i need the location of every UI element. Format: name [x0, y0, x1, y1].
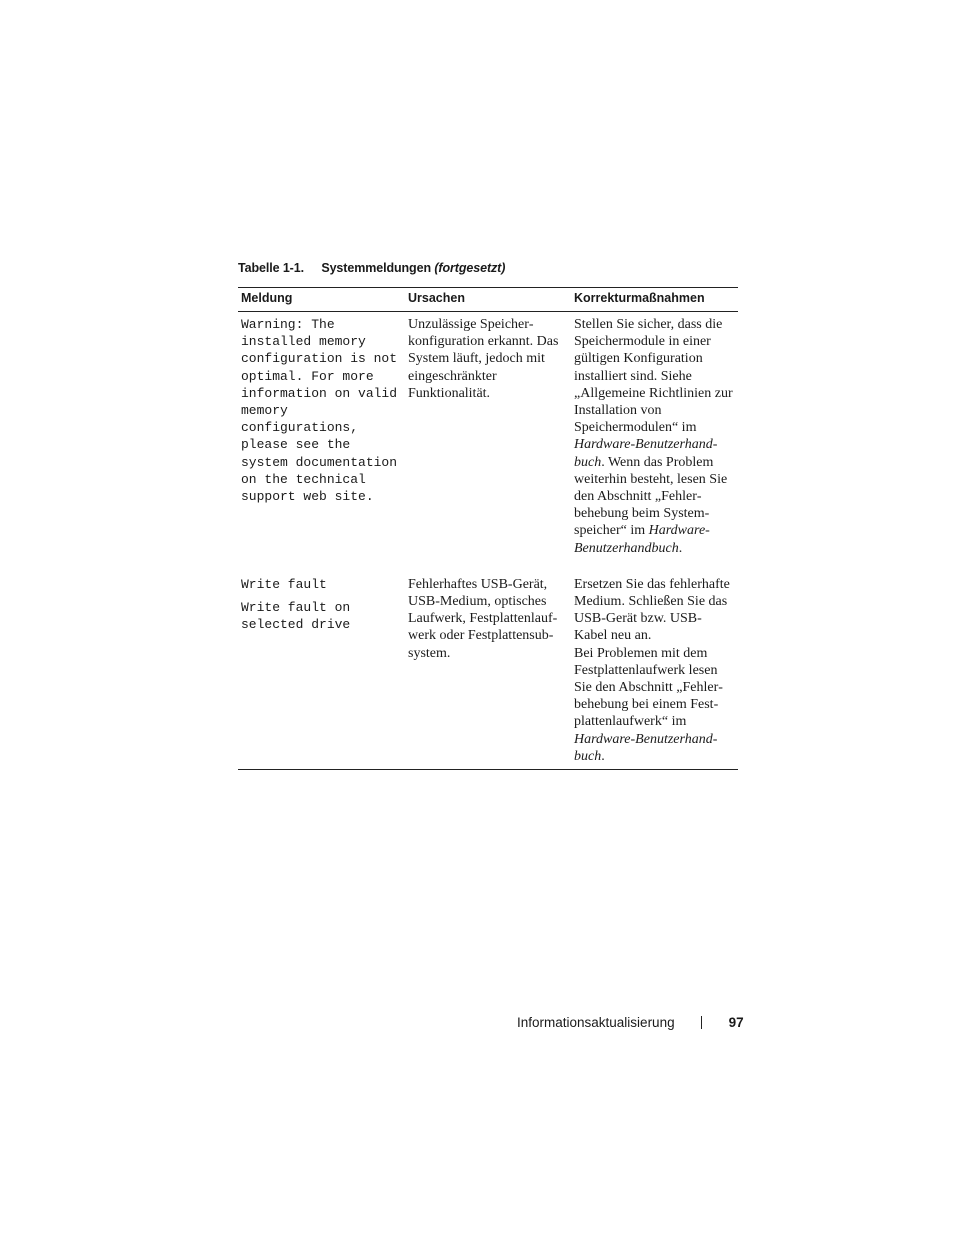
fix-text	[574, 645, 735, 765]
cause-text: Fehlerhaftes USB-Gerät, USB-Medium, optisches Laufwerk, Festplattenlaufwerk oder Festplattensubsystem.	[408, 576, 558, 661]
header-korrekturmassnahmen: Korrekturmaßnahmen	[571, 288, 738, 312]
message-text: Warning: The installed memory configuration is not optimal. For more information on valid memory configurations, please see the system documentation on the technical support web site.	[241, 317, 405, 505]
footer-section-title: Informationsaktualisierung	[517, 1015, 675, 1030]
header-meldung: Meldung	[238, 288, 405, 312]
system-messages-table	[238, 287, 738, 770]
table-row	[238, 312, 738, 573]
manual-reference: Hardware-Benutzerhandbuch	[574, 731, 718, 764]
cause-cell	[405, 312, 571, 573]
footer-separator	[701, 1016, 702, 1029]
fix-text-part: Stellen Sie sicher, dass die Speichermodule in einer gültigen Konfiguration installiert sind. Siehe „Allgemeine Richtlinien zur Installation von Speichermodulen“ im	[574, 317, 733, 436]
table-caption	[238, 261, 505, 275]
manual-reference: Hardware-Benutzerhandbuch	[574, 437, 718, 470]
table-continued-note: (fortgesetzt)	[434, 261, 506, 275]
cause-cell	[405, 573, 571, 770]
message-cell	[238, 312, 405, 573]
fix-text-part: . Wenn das Problem weiterhin besteht, lesen Sie den Abschnitt „Fehlerbehebung beim Systemspeicher“ im	[574, 454, 728, 539]
message-cell	[238, 573, 405, 770]
fix-cell	[571, 312, 738, 573]
table-title: Systemmeldungen	[321, 261, 431, 275]
message-text: Write fault on selected drive	[241, 600, 359, 633]
fix-text: Ersetzen Sie das fehlerhafte Medium. Schließen Sie das USB-Gerät bzw. USB-Kabel neu an.	[574, 576, 730, 644]
table-number: Tabelle 1-1.	[238, 261, 304, 275]
fix-text-part: Bei Problemen mit dem Festplattenlaufwerk lesen Sie den Abschnitt „Fehlerbehebung bei einem Festplattenlaufwerk“ im	[574, 645, 723, 730]
cause-text: Unzulässige Speicherkonfiguration erkannt. Das System läuft, jedoch mit eingeschränkter Funktionalität.	[408, 317, 559, 401]
message-text: Write fault	[241, 576, 327, 592]
header-ursachen: Ursachen	[405, 288, 571, 312]
manual-reference: Hardware-Benutzerhandbuch	[574, 523, 710, 556]
fix-text-part: .	[601, 748, 605, 764]
fix-text-part: .	[678, 540, 683, 556]
table-row	[238, 573, 738, 770]
fix-cell	[571, 573, 738, 770]
fix-text	[574, 316, 735, 557]
page-number: 97	[728, 1015, 744, 1030]
page-footer	[517, 1015, 744, 1030]
table-header-row	[238, 288, 738, 312]
